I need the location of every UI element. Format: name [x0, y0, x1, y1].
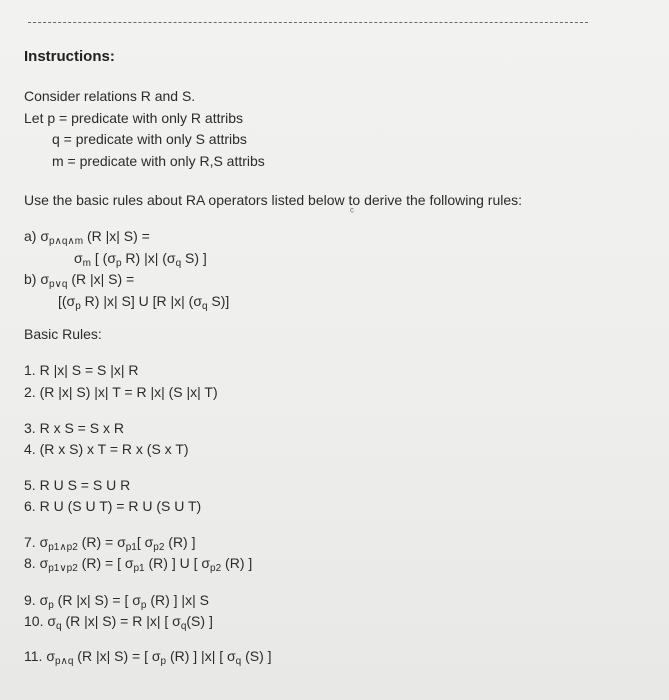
basic-rule-5: 5. R U S = S U R — [24, 477, 131, 493]
basic-rule-2: 2. (R |x| S) |x| T = R |x| (S |x| T) — [24, 384, 218, 400]
basic-rule-11: 11. $\sigma_{p\wedge q}$ (R |x| S) = [ $\sigma_p$ (R) ] |x| [ $\sigma_q$ (S) ] — [24, 648, 272, 667]
basic-rule-9: 9. $\sigma_p$ (R |x| S) = [ $\sigma_p$ (R) ] |x| S — [24, 592, 209, 611]
basic-rule-1: 1. R |x| S = S |x| R — [24, 362, 139, 378]
basic-rule-7: 7. $\sigma_{p1\wedge p2}$ $(R) = \sigma_{p1}$[ $\sigma_{p2}$ (R) ] — [24, 534, 196, 553]
intro-line-3: q = predicate with only S attribs — [52, 131, 247, 147]
intro-line-2: Let p = predicate with only R attribs — [24, 110, 244, 126]
basic-rule-6: 6. R U (S U T) = R U (S U T) — [24, 498, 202, 514]
basic-rules-heading: Basic Rules: — [24, 326, 102, 342]
dashed-separator — [28, 22, 588, 23]
rule-a-line-2: $\sigma_m$ [ ($\sigma_p$ R) |x| ($\sigma_q$ S) ] — [74, 250, 207, 269]
rule-b-line-1: b) $\sigma_{p\vee q}$ (R |x| S) = — [24, 271, 135, 290]
stray-mark: ᶜ — [350, 206, 354, 218]
intro-line-1: Consider relations R and S. — [24, 88, 196, 104]
rule-a-line-1: a) $\sigma_{p\wedge q\wedge m}$ (R |x| S) = — [24, 228, 150, 247]
task-instruction: Use the basic rules about RA operators listed below to derive the following rules: — [24, 192, 523, 208]
basic-rule-10: 10. $\sigma_q$ (R |x| S) = R |x| [ $\sigma_q(S)$ ] — [24, 613, 213, 632]
basic-rule-8: 8. $\sigma_{p1\vee p2}$ (R) = [ $\sigma_{p1}$ (R) ] U [ $\sigma_{p2}$ (R) ] — [24, 555, 253, 574]
rule-b-line-2: [($\sigma_p$ R) |x| S] U [R |x| ($\sigma_q$ S)] — [58, 293, 230, 312]
instructions-heading: Instructions: — [24, 48, 115, 65]
basic-rule-3: 3. R x S = S x R — [24, 420, 124, 436]
intro-line-4: m = predicate with only R,S attribs — [52, 153, 265, 169]
basic-rule-4: 4. (R x S) x T = R x (S x T) — [24, 441, 189, 457]
